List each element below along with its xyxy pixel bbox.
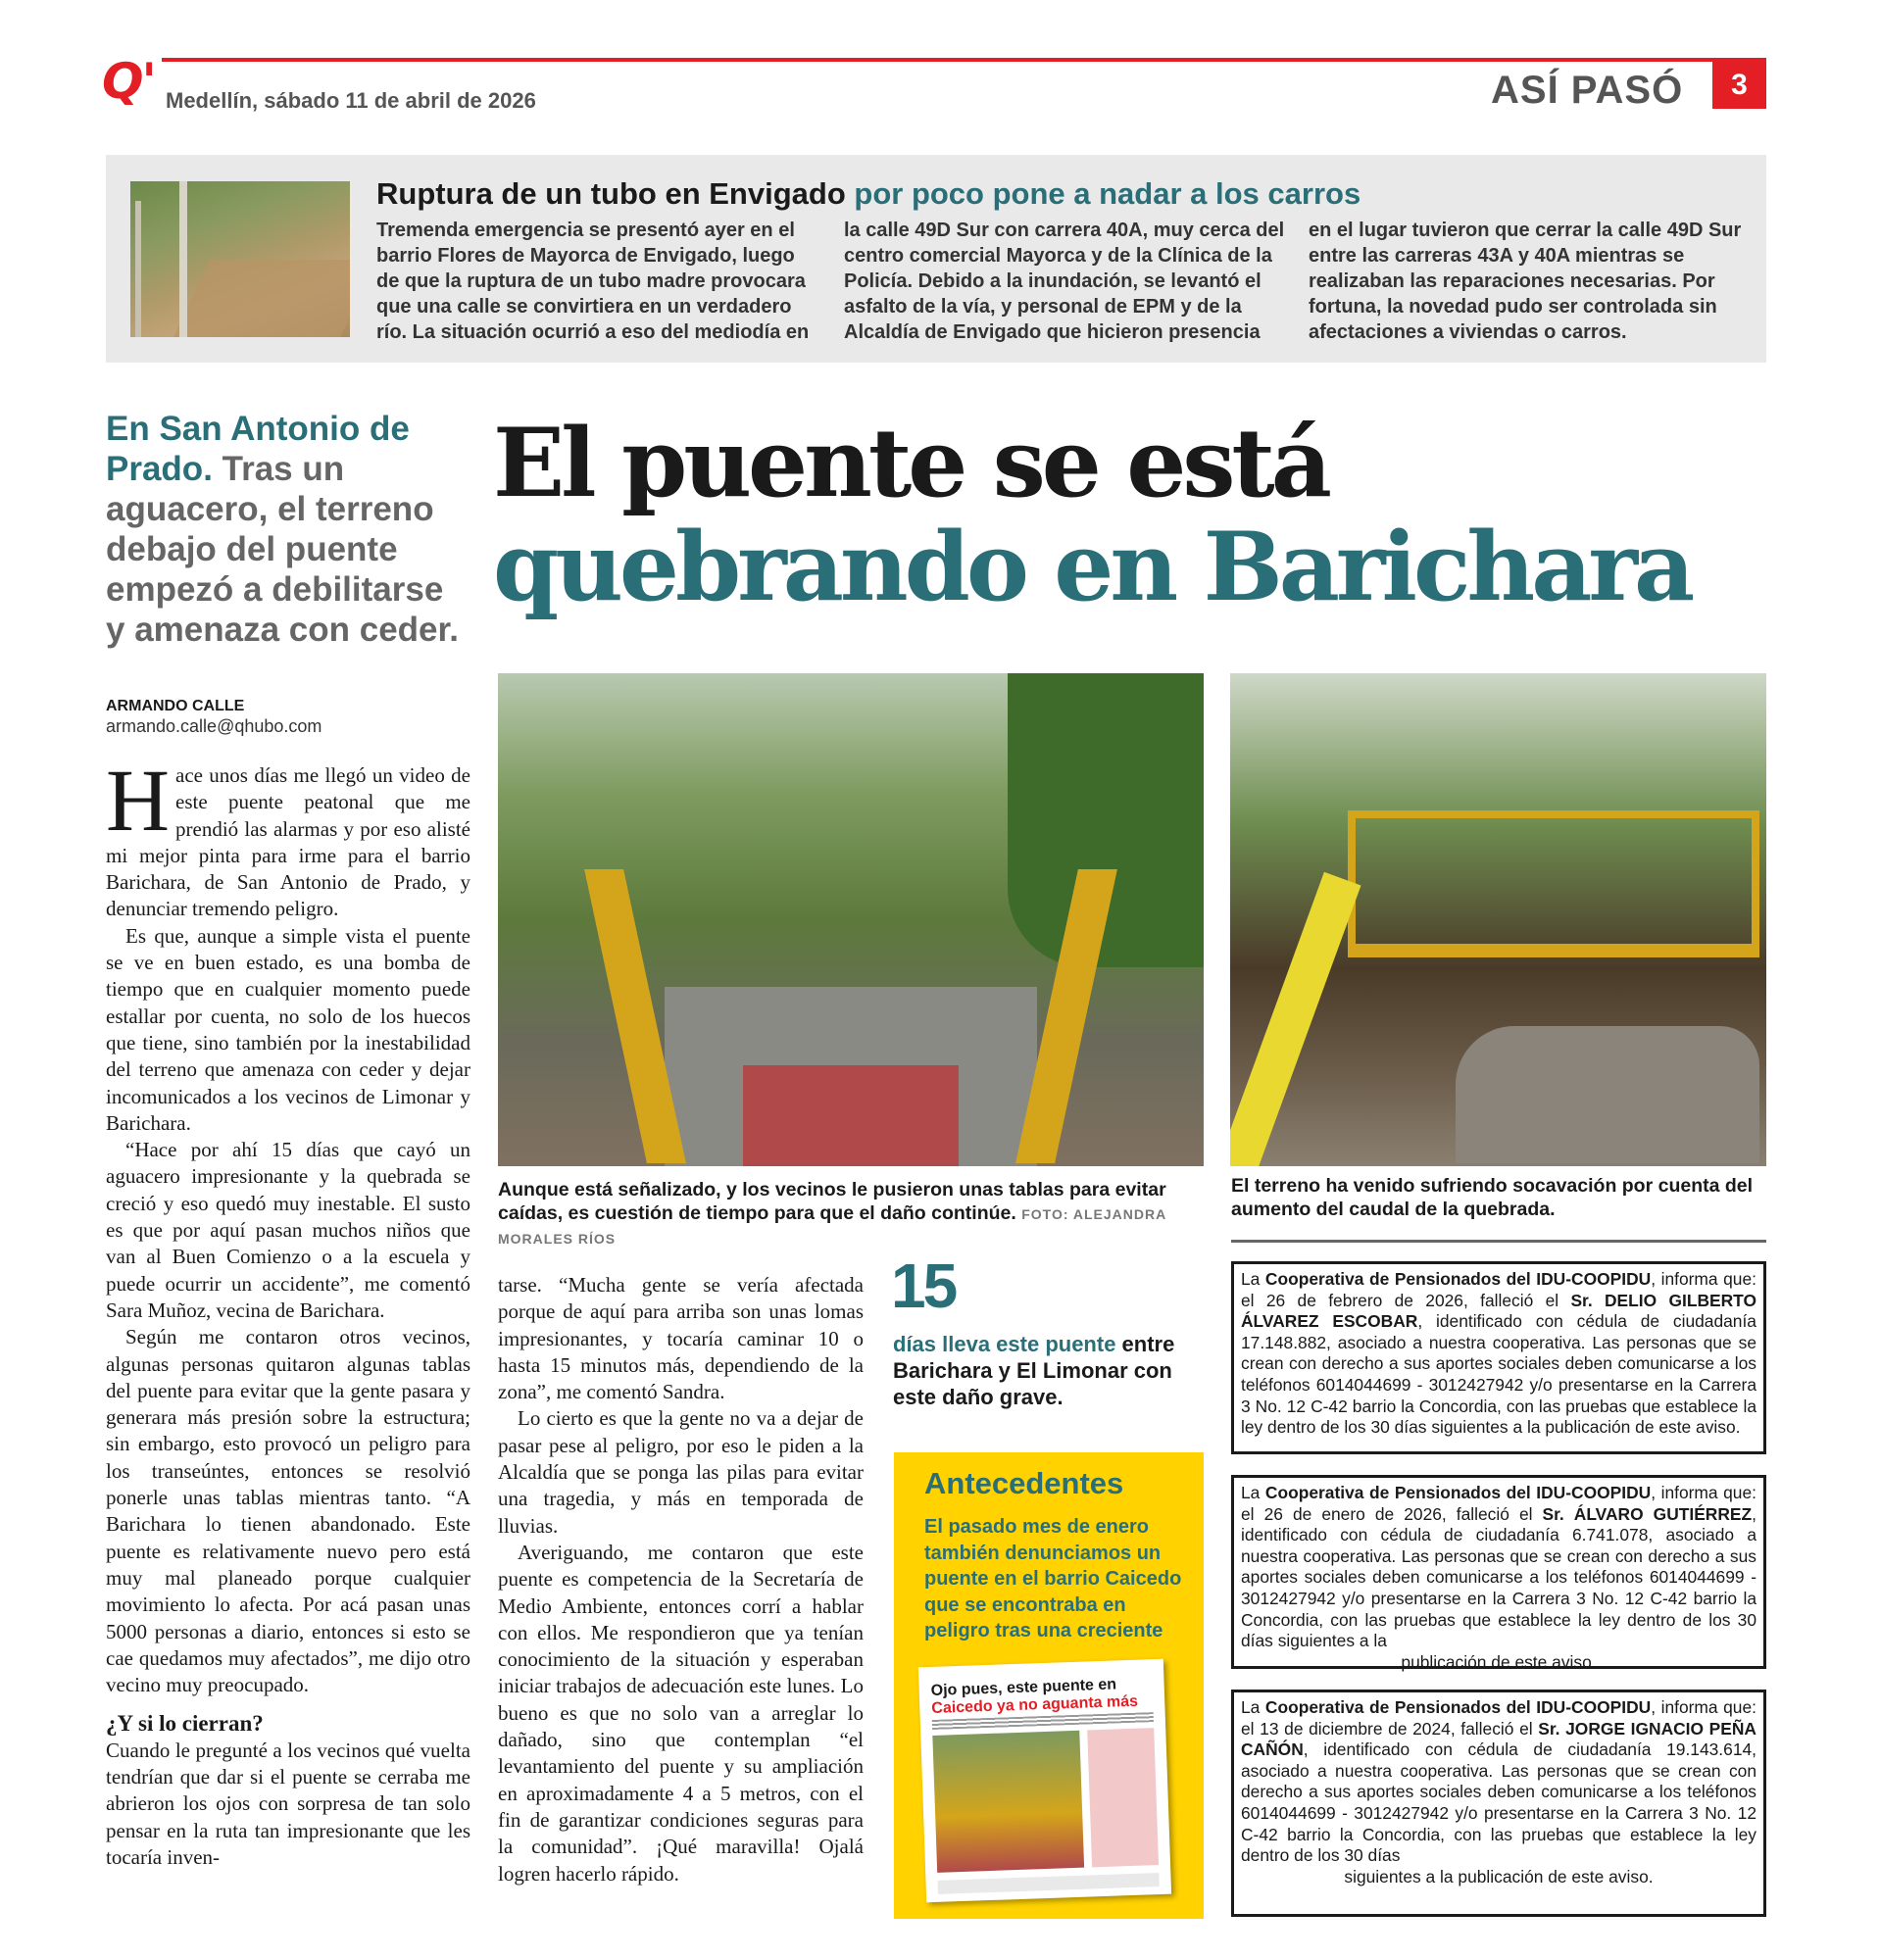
photo-credit: FOTO: ALEJANDRA MORALES RÍOS: [498, 1206, 1166, 1247]
notice-text: , identificado con cédula de ciudadanía 6.741.078, asociado a nuestra cooperativa. Las personas que se crean con derecho a sus aportes sociales deben comunicarse a los teléfonos 6014044699 - 3012427942 y/o presentarse en la Carrera 3 No. 12 C-42 barrio la Concordia, con las pruebas que establece la ley dentro de los 30 días siguientes a la: [1241, 1503, 1756, 1651]
body-column-2: [498, 1272, 864, 1887]
notice-organization: Cooperativa de Pensionados del IDU-COOPIDU: [1264, 1483, 1652, 1502]
headline-line-1: El puente se está: [493, 408, 1328, 518]
bridge-photo: [498, 673, 1204, 1166]
death-notice-2: [1231, 1475, 1766, 1672]
dateline: Medellín, sábado 11 de abril de 2026: [166, 88, 536, 113]
notice-last-line: publicación de este aviso.: [1401, 1651, 1597, 1672]
byline-email[interactable]: armando.calle@qhubo.com: [106, 716, 322, 736]
brief-headline-accent: por poco pone a nadar a los carros: [854, 176, 1361, 211]
notice-intro: La: [1241, 1697, 1265, 1717]
notice-deceased-name: Sr. ÁLVARO GUTIÉRREZ: [1542, 1503, 1753, 1524]
body-paragraph: Cuando le pregunté a los vecinos qué vuelta tendrían que dar si el puente se cerraba me abrieron los ojos con sorpresa de tan solo pensar en la ruta tan impresionante que les tocaría inven-: [106, 1738, 470, 1869]
notice-intro: La: [1241, 1269, 1265, 1289]
dropcap: H: [106, 753, 170, 850]
section-title: ASÍ PASÓ: [1491, 69, 1684, 112]
caption-text: Aunque está señalizado, y los vecinos le pusieron unas tablas para evitar caídas, es cuestión de tiempo para que el daño continúe.: [498, 1179, 1166, 1224]
thumbnail-image: [932, 1731, 1084, 1873]
kicker-lead: En San Antonio de Prado.: [106, 410, 410, 488]
notice-text: , informa que: el 26 de enero de 2026, falleció el: [1241, 1483, 1756, 1524]
notice-deceased-name: Sr. DELIO GILBERTO ÁLVAREZ ESCOBAR: [1241, 1290, 1756, 1332]
body-paragraph: Es que, aunque a simple vista el puente se ve en buen estado, es una bomba de tiempo que en cualquier momento puede estallar por cuenta, no solo de los huecos que tiene, sino también por la inestabilidad del terreno que amenaza con ceder y dejar incomunicados a los vecinos de Limonar y Barichara.: [106, 923, 470, 1135]
qhubo-logo: Q': [102, 53, 155, 110]
body-paragraph: Según me contaron otros vecinos, algunas personas quitaron algunas tablas del puente para evitar que la gente pasara y generara más presión sobre la estructura; sin embargo, esto provocó un peligro para los transeúntes, entonces se resolvió ponerle unas tablas mientras tanto. “A Barichara lo tienen abandonado. Este puente es relativamente nuevo pero está muy mal planeado porque cualquier movimiento lo afecta. Por acá pasan unas 5000 personas a diario, entonces si esto se cae quedamos muy afectados”, me dijo otro vecino muy preocupado.: [106, 1325, 470, 1697]
notice-deceased-name: Sr. JORGE IGNACIO PEÑA CAÑÓN: [1241, 1718, 1756, 1760]
brief-column-1: Tremenda emergencia se presentó ayer en el barrio Flores de Mayorca de Envigado, luego de que la ruptura de un tubo madre provocara que una calle se convirtiera en un verdadero río. La situación ocurrió a eso del mediodía en: [376, 220, 810, 343]
notice-text: , identificado con cédula de ciudadanía 17.148.882, asociado a nuestra cooperativa. Las personas que se crean con derecho a sus aportes sociales deben comunicarse a los teléfonos 6014044699 - 3012427942 y/o presentarse en la Carrera 3 No. 12 C-42 barrio la Concordia, con las pruebas que establece la ley dentro de los 30 días siguientes a la publicación de este aviso.: [1241, 1311, 1756, 1438]
notice-text: , informa que: el 13 de diciembre de 2024, falleció el: [1241, 1697, 1756, 1739]
headline-line-2: quebrando en Baricharа: [493, 512, 1692, 622]
body-paragraph: Lo cierto es que la gente no va a dejar de pasar pese al peligro, por eso le piden a la Alcaldía que se ponga las pilas para evitar una tragedia, y más en temporada de lluvias.: [498, 1406, 864, 1538]
news-brief: [106, 155, 1766, 363]
header-rule: [162, 58, 1766, 62]
antecedentes-text: El pasado mes de enero también denunciamos un puente en el barrio Caicedo que se encontraba en peligro tras una creciente: [924, 1516, 1182, 1642]
article-kicker: [106, 409, 470, 650]
page-number: 3: [1712, 62, 1766, 109]
erosion-photo: [1230, 673, 1766, 1166]
notice-text: , identificado con cédula de ciudadanía 19.143.614, asociado a nuestra cooperativa. Las personas que se crean con derecho a sus aportes sociales deben comunicarse a los teléfonos 6014044699 - 3012427942 y/o presentarse en la Carrera 3 No. 12 C-42 barrio la Concordia, con las pruebas que establece la ley dentro de los 30 días: [1241, 1740, 1756, 1866]
antecedentes-box: [894, 1452, 1204, 1919]
notice-intro: La: [1241, 1483, 1265, 1502]
body-paragraph: “Hace por ahí 15 días que cayó un aguacero impresionante y la quebrada se creció y eso quedó muy inestable. El susto es que por aquí pasan muchos niños que van al Buen Comienzo o a la escuela y puede ocurrir un accidente”, me comentó Sara Muñoz, vecina de Barichara.: [106, 1138, 470, 1322]
notice-organization: Cooperativa de Pensionados del IDU-COOPIDU: [1264, 1269, 1652, 1289]
body-subhead: ¿Y si lo cierran?: [106, 1711, 264, 1737]
thumbnail-title-red: Caicedo ya no aguanta más: [931, 1692, 1139, 1717]
thumbnail-title: [930, 1675, 1153, 1718]
body-column-1: [106, 753, 470, 1871]
notice-last-line: siguientes a la publicación de este aviso.: [1344, 1866, 1654, 1886]
body-paragraph: tarse. “Mucha gente se vería afectada porque de aquí para arriba son unas lomas impresionantes, y tocaría caminar 10 o hasta 15 minutos más, dependiendo de la zona”, me comentó Sandra.: [498, 1273, 864, 1404]
brief-photo: [130, 181, 350, 337]
death-notice-3: [1231, 1690, 1766, 1917]
stat-text: [893, 1331, 1207, 1410]
article-headline: [493, 408, 1777, 622]
brief-headline-dark: Ruptura de un tubo en Envigado: [376, 176, 846, 211]
notice-organization: Cooperativa de Pensionados del IDU-COOPIDU: [1264, 1697, 1652, 1717]
previous-article-thumbnail[interactable]: [918, 1659, 1171, 1903]
body-paragraph: Averiguando, me contaron que este puente es competencia de la Secretaría de Medio Ambiente, entonces corrí a hablar con ellos. Me respondieron que ya tenían conocimiento de la situación y esperaban iniciar trabajos de adecuación este lunes. Lo bueno es que no solo van a arreglar lo dañado, sino que contemplan “el levantamiento del puente y su ampliación en aproximadamente 4 a 5 metros, con el fin de garantizar condiciones seguras para la comunidad”. ¡Qué maravilla! Ojalá logren hacerlo rápido.: [498, 1540, 864, 1886]
brief-headline: [376, 176, 1361, 212]
stat-rest: entre Barichara y El Limonar con este daño grave.: [893, 1332, 1175, 1409]
byline-name: ARMANDO CALLE: [106, 698, 245, 714]
antecedentes-title: Antecedentes: [924, 1466, 1124, 1500]
stat-number: 15: [891, 1250, 956, 1321]
stat-emphasis: días lleva este puente: [893, 1332, 1116, 1356]
kicker-rest: Tras un aguacero, el terreno debajo del puente empezó a debilitarse y amenaza con ceder.: [106, 450, 459, 649]
thumbnail-title-dark: Ojo pues, este puente en: [930, 1676, 1117, 1699]
brief-column-3: en el lugar tuvieron que cerrar la calle 49D Sur entre las carreras 43A y 40A mientras se realizaban las reparaciones necesarias. Por fortuna, la novedad pudo ser controlada sin afectaciones a viviendas o carros.: [1309, 220, 1742, 343]
notices-rule: [1231, 1240, 1766, 1243]
notice-text: , informa que: el 26 de febrero de 2026, falleció el: [1241, 1269, 1756, 1310]
brief-column-2: la calle 49D Sur con carrera 40A, muy cerca del centro comercial Mayorca y de la Clínica de la Policía. Debido a la inundación, se levantó el asfalto de la vía, y personal de EPM y de la Alcaldía de Envigado que hicieron presencia: [844, 220, 1285, 343]
photo-caption-1: [498, 1178, 1204, 1250]
photo-caption-2: El terreno ha venido sufriendo socavación por cuenta del aumento del caudal de la quebrada.: [1231, 1175, 1754, 1220]
body-paragraph: ace unos días me llegó un video de este puente peatonal que me prendió las alarmas y por eso alisté mi mejor pinta para irme para el barrio Barichara, de San Antonio de Prado, y denunciar tremendo peligro.: [106, 763, 470, 921]
death-notice-1: [1231, 1261, 1766, 1454]
